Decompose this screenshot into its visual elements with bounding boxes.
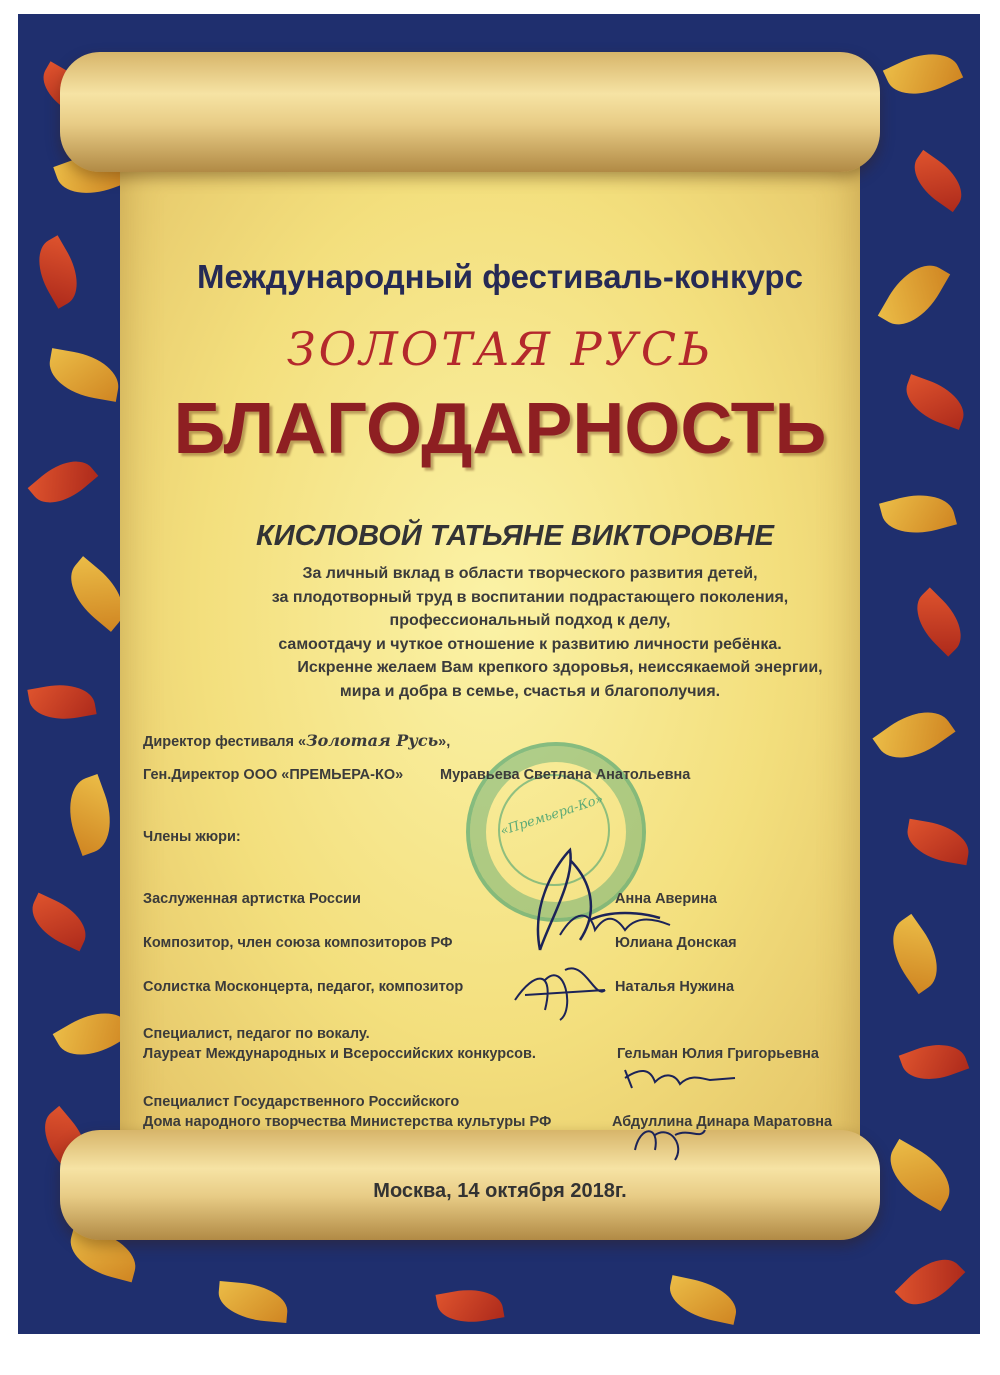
leaf-ornament [872, 697, 955, 773]
director-name: Муравьева Светлана Анатольевна [440, 767, 691, 783]
leaf-ornament [903, 819, 972, 866]
jury-role: Лауреат Международных и Всероссийских конкурсов. [143, 1046, 536, 1062]
leaf-ornament [217, 1281, 290, 1323]
leaf-ornament [879, 914, 952, 994]
gratitude-text [150, 562, 910, 703]
leaf-ornament [27, 679, 96, 726]
jury-role: Специалист Государственного Российского [143, 1094, 460, 1110]
festival-title: Международный фестиваль-конкурс [197, 258, 803, 295]
leaf-ornament [904, 587, 973, 656]
city-date: Москва, 14 октября 2018г. [373, 1180, 627, 1202]
jury-role: Солистка Москонцерта, педагог, композитор [143, 979, 464, 995]
gratitude-line: Искренне желаем Вам крепкого здоровья, неиссякаемой энергии, [297, 659, 823, 676]
jury-role: Заслуженная артистка России [143, 891, 361, 907]
jury-role: Композитор, член союза композиторов РФ [143, 935, 453, 951]
leaf-ornament [895, 1247, 966, 1318]
jury-name: Абдуллина Динара Маратовна [612, 1114, 833, 1130]
scroll-roll-top [60, 52, 880, 172]
festival-name-italic: Золотая Русь [306, 731, 439, 750]
certificate-heading: БЛАГОДАРНОСТЬ [173, 389, 827, 469]
jury-name: Анна Аверина [615, 891, 717, 907]
leaf-ornament [23, 893, 94, 952]
jury-signature [505, 950, 615, 1030]
leaf-ornament [899, 1034, 970, 1089]
leaf-ornament [665, 1275, 741, 1325]
jury-name: Гельман Юлия Григорьевна [617, 1046, 819, 1062]
gratitude-line: мира и добра в семье, счастья и благополучия. [339, 682, 721, 700]
jury-role: Дома народного творчества Министерства культуры РФ [143, 1114, 552, 1130]
leaf-ornament [883, 41, 963, 107]
director-title-end: », [438, 734, 451, 750]
jury-role: Специалист, педагог по вокалу. [143, 1026, 370, 1042]
leaf-ornament [58, 774, 122, 856]
festival-name: ЗОЛОТАЯ РУСЬ [286, 322, 714, 376]
director-role: Ген.Директор ООО «ПРЕМЬЕРА-КО» [143, 767, 404, 783]
leaf-ornament [904, 150, 973, 212]
gratitude-line: за плодотворный труд в воспитании подрастающего поколения, [271, 588, 789, 606]
stamp-text: «Премьера-Ко» [498, 791, 606, 840]
jury-name: Юлиана Донская [615, 935, 737, 951]
recipient-name: КИСЛОВОЙ ТАТЬЯНЕ ВИКТОРОВНЕ [255, 520, 775, 552]
jury-label: Члены жюри: [143, 829, 241, 845]
jury-name: Наталья Нужина [615, 979, 735, 995]
director-line-1 [143, 731, 450, 750]
gratitude-line: самоотдачу и чуткое отношение к развитию личности ребёнка. [278, 635, 782, 653]
jury-signature [620, 1060, 740, 1094]
leaf-ornament [436, 1284, 505, 1329]
gratitude-line: За личный вклад в области творческого развития детей, [302, 565, 758, 582]
director-title: Директор фестиваля « [143, 734, 307, 750]
gratitude-line: профессиональный подход к делу, [389, 612, 671, 629]
